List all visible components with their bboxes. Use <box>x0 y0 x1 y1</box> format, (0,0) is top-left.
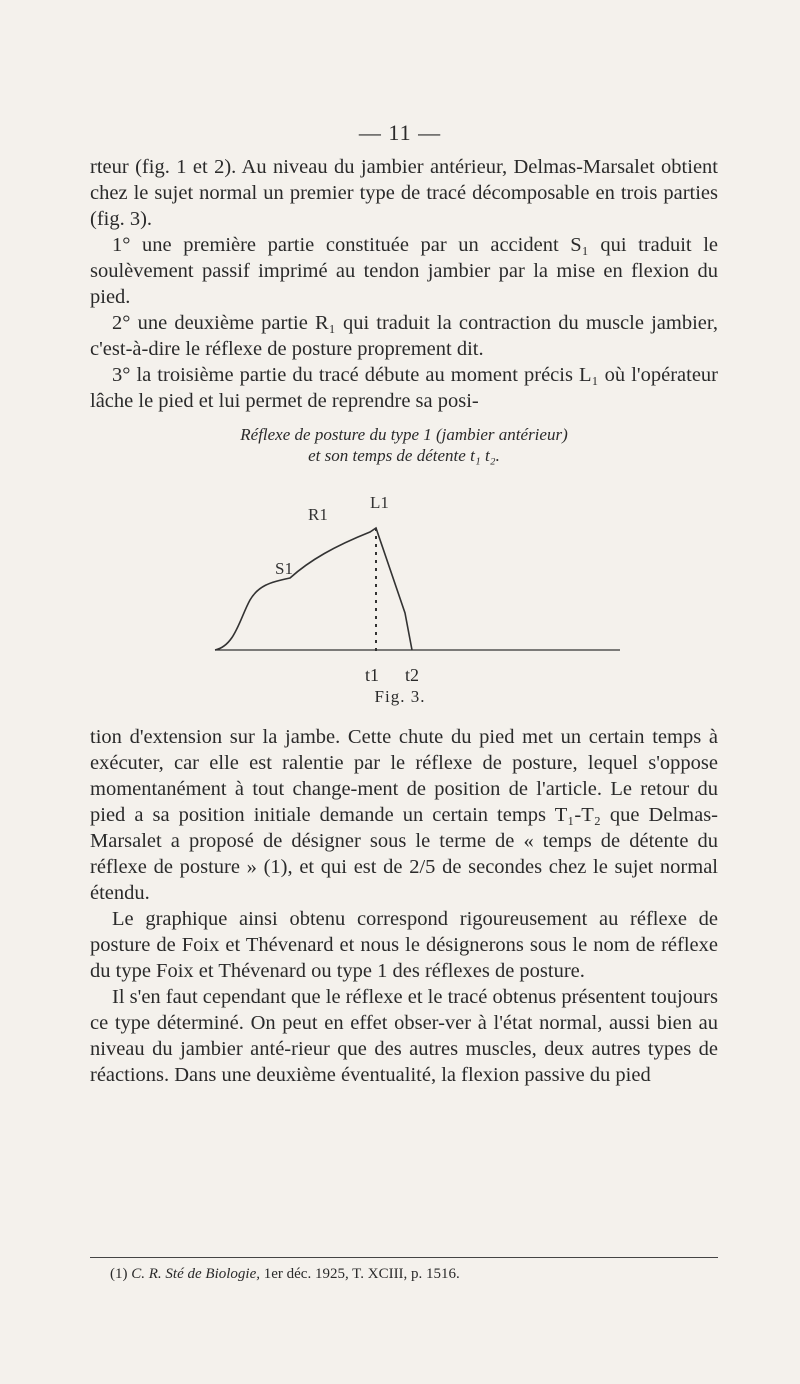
footnote <box>110 1264 718 1284</box>
footnote-source: C. R. Sté de Biologie, <box>131 1266 260 1282</box>
footnote-details: 1er déc. 1925, T. XCIII, p. 1516. <box>263 1266 460 1282</box>
bottom-text-block <box>90 724 718 1088</box>
figure-caption-line-1: Réflexe de posture du type 1 (jambier antérieur) <box>240 425 568 444</box>
figure-caption <box>90 424 718 466</box>
paragraph-intro: rteur (fig. 1 et 2). Au niveau du jambier antérieur, Delmas-Marsalet obtient chez le sujet normal un premier type de tracé décomposable en trois parties (fig. 3). <box>90 156 718 230</box>
paragraph-part-1: 1° une première partie constituée par un accident S₁ qui traduit le soulèvement passif imprimé au tendon jambier par la mise en flexion du pied. <box>90 234 718 308</box>
label-s1: S1 <box>275 559 293 578</box>
paragraph-part-3: 3° la troisième partie du tracé débute au moment précis L₁ où l'opérateur lâche le pied et lui permet de reprendre sa posi- <box>90 364 718 412</box>
reflex-trace-curve <box>215 528 412 650</box>
label-r1: R1 <box>308 505 328 524</box>
label-t1: t1 <box>365 665 380 685</box>
reflex-trace-figure <box>200 468 620 668</box>
page-number: — 11 — <box>358 120 442 145</box>
figure-caption-line-2: et son temps de détente t₁ t₂. <box>308 446 500 465</box>
top-text-block <box>90 154 718 414</box>
label-t2: t2 <box>405 665 420 685</box>
footnote-marker: (1) <box>110 1266 128 1282</box>
paragraph-extension: tion d'extension sur la jambe. Cette chute du pied met un certain temps à exécuter, car elle est ralentie par le réflexe de posture, lequel s'oppose momentanément à tout change-ment de position de l'article. Le retour du pied a sa position initiale demande un certain temps T₁-T₂ que Delmas-Marsalet a proposé de désigner sous le terme de « temps de détente du réflexe de posture » (1), et qui est de 2/5 de secondes chez le sujet normal étendu. <box>90 726 718 904</box>
paragraph-types: Il s'en faut cependant que le réflexe et le tracé obtenus présentent toujours ce type déterminé. On peut en effet obser-ver à l'état normal, aussi bien au niveau du jambier anté-rieur que des autres muscles, deux autres types de réactions. Dans une deuxième éventualité, la flexion passive du pied <box>90 986 718 1086</box>
paragraph-graphique: Le graphique ainsi obtenu correspond rigoureusement au réflexe de posture de Foix et Thévenard et nous le désignerons sous le nom de réflexe du type Foix et Thévenard ou type 1 des réflexes de posture. <box>90 908 718 982</box>
label-l1: L1 <box>370 493 389 512</box>
paragraph-part-2: 2° une deuxième partie R₁ qui traduit la contraction du muscle jambier, c'est-à-dire le réflexe de posture proprement dit. <box>90 312 718 360</box>
figure-number: Fig. 3. <box>374 687 426 706</box>
footnote-divider <box>90 1257 718 1258</box>
